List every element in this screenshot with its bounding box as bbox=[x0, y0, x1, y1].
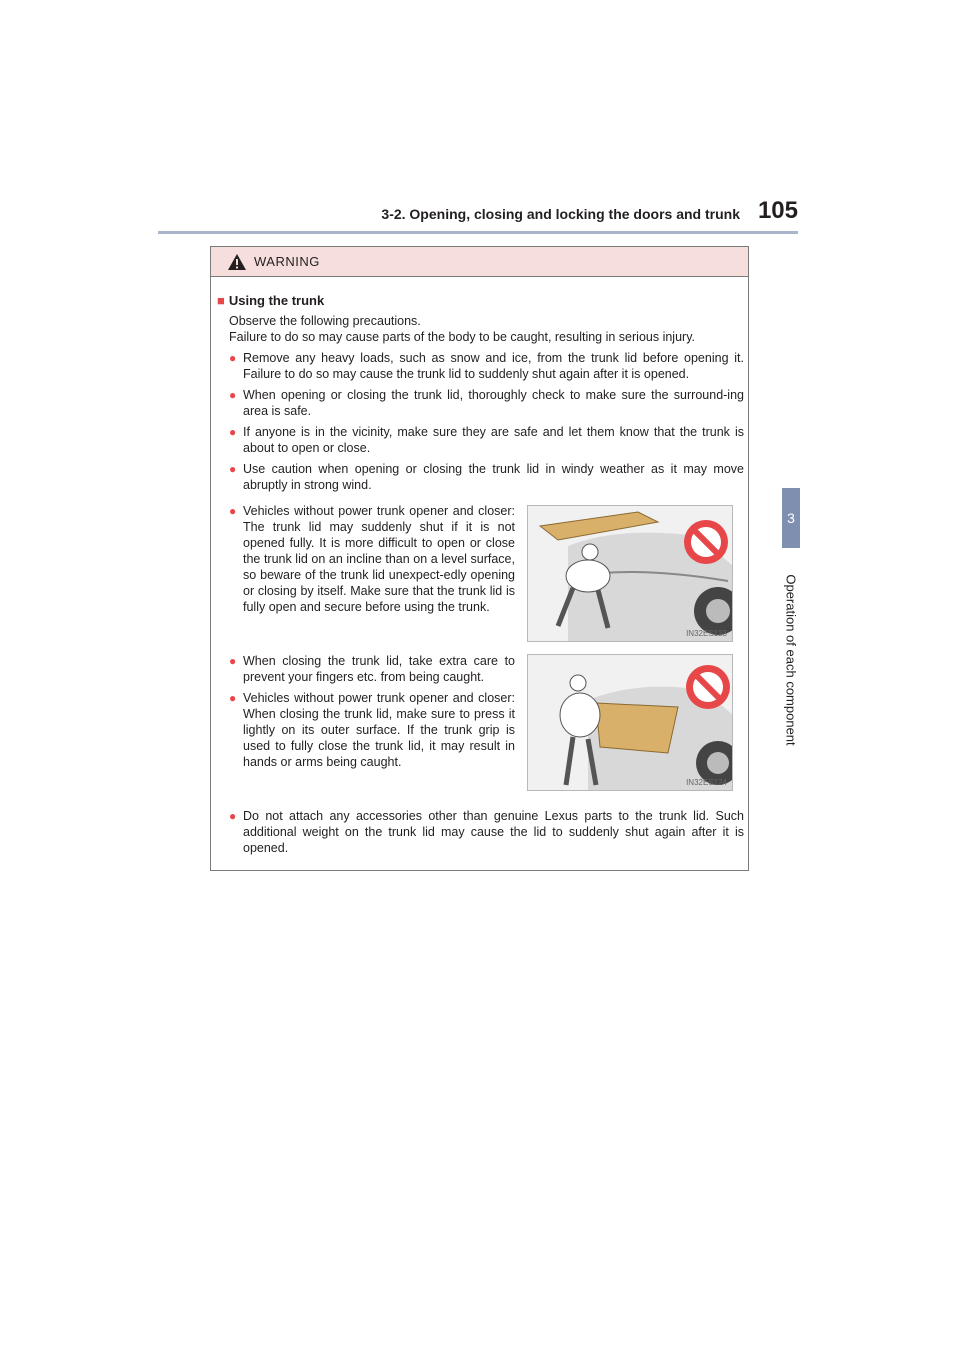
bullet-dot-icon: ● bbox=[229, 351, 237, 365]
bullet-dot-icon: ● bbox=[229, 691, 237, 705]
trunk-lid-illustration bbox=[528, 506, 733, 642]
chapter-number: 3 bbox=[787, 510, 795, 526]
chapter-tab bbox=[782, 488, 800, 548]
trunk-lid-figure-2 bbox=[527, 654, 733, 791]
trunk-lid-figure-1 bbox=[527, 505, 733, 642]
bullet-item: ● Remove any heavy loads, such as snow and ice, from the trunk lid before opening it. Failure to do so may cause the trunk lid to suddenly shut again after it is opened. bbox=[229, 351, 744, 381]
intro-line-1: Observe the following precautions. bbox=[229, 314, 421, 328]
warning-triangle-icon bbox=[227, 253, 247, 271]
header-rule bbox=[158, 231, 798, 234]
trunk-close-illustration bbox=[528, 655, 733, 791]
warning-label: WARNING bbox=[254, 254, 320, 269]
bullet-dot-icon: ● bbox=[229, 425, 237, 439]
square-bullet-icon: ■ bbox=[217, 293, 225, 308]
bullet-dot-icon: ● bbox=[229, 504, 237, 518]
bullet-item: ● If anyone is in the vicinity, make sure they are safe and let them know that the trunk is about to open or close. bbox=[229, 425, 744, 455]
bullet-dot-icon: ● bbox=[229, 654, 237, 668]
warning-box bbox=[210, 246, 749, 871]
section-title: 3-2. Opening, closing and locking the doors and trunk bbox=[381, 206, 740, 222]
bullet-item: ● When closing the trunk lid, take extra care to prevent your fingers etc. from being caught. bbox=[229, 654, 515, 684]
page-number: 105 bbox=[757, 197, 798, 224]
chapter-title-vertical bbox=[776, 560, 806, 760]
bullet-dot-icon: ● bbox=[229, 462, 237, 476]
bullet-item: ● Do not attach any accessories other than genuine Lexus parts to the trunk lid. Such additional weight on the trunk lid may cause the lid to suddenly shut again after it is opened. bbox=[229, 809, 744, 855]
bullet-item: ● Vehicles without power trunk opener and closer: When closing the trunk lid, make sure to press it lightly on its outer surface. If the trunk grip is used to fully close the trunk lid, it may result in hands or arms being caught. bbox=[229, 691, 515, 769]
bullet-item: ● When opening or closing the trunk lid, thoroughly check to make sure the surround-ing area is safe. bbox=[229, 388, 744, 418]
figure-code: IN32ES124 bbox=[686, 778, 727, 787]
figure-code: IN32ES123 bbox=[686, 629, 727, 638]
page-header bbox=[158, 197, 798, 233]
bullet-dot-icon: ● bbox=[229, 809, 237, 823]
chapter-title: Operation of each component bbox=[783, 574, 799, 746]
section-heading bbox=[217, 293, 324, 308]
bullet-item: ● Vehicles without power trunk opener and closer: The trunk lid may suddenly shut if it is not opened fully. It is more difficult to open or close the trunk lid on an incline than on a level surface, so beware of the trunk lid unexpect-edly opening or closing by itself. Make sure that the trunk lid is fully open and secure before using the trunk. bbox=[229, 504, 515, 614]
bullet-item: ● Use caution when opening or closing the trunk lid in windy weather as it may move abruptly in strong wind. bbox=[229, 462, 744, 492]
intro-line-2: Failure to do so may cause parts of the body to be caught, resulting in serious injury. bbox=[229, 330, 695, 344]
section-heading-text: Using the trunk bbox=[228, 293, 325, 308]
warning-header bbox=[211, 247, 748, 277]
bullet-dot-icon: ● bbox=[229, 388, 237, 402]
